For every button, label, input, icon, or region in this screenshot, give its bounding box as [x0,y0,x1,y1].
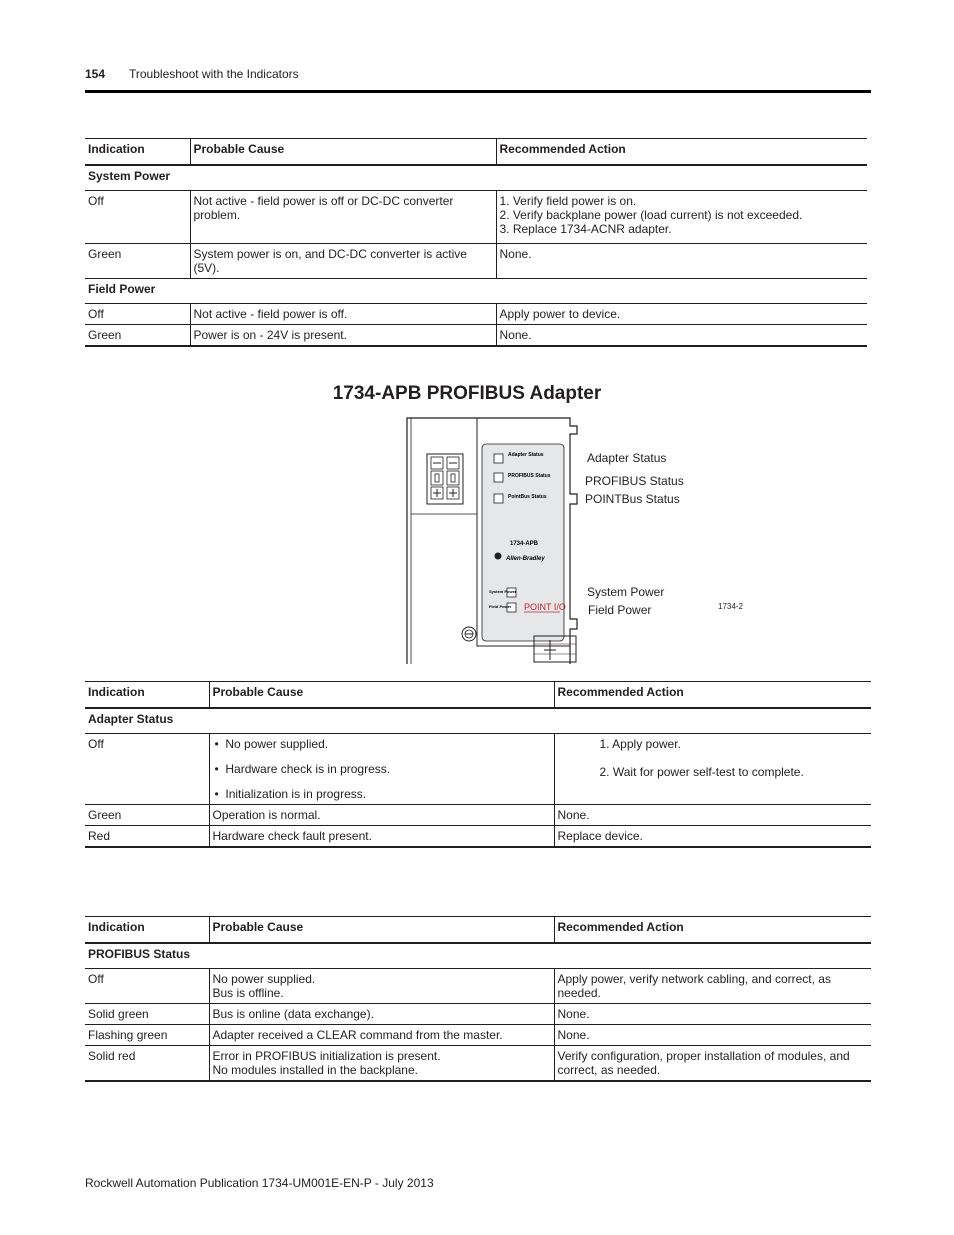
indication-cell: Solid red [85,1046,209,1082]
table-row [85,734,871,805]
callout-field-power: Field Power [588,603,652,617]
column-header: Recommended Action [554,682,871,709]
cause-cell: Adapter received a CLEAR command from the master. [209,1025,554,1046]
callout-profibus-status: PROFIBUS Status [585,474,684,488]
action-step: 2. Wait for power self-test to complete. [599,765,804,779]
cause-text: Hardware check is in progress. [225,762,391,776]
adapter-status-table [85,681,871,848]
action-cell: None. [496,325,867,347]
table-row [85,969,871,1004]
action-cell: Apply power to device. [496,304,867,325]
cause-cell: Not active - field power is off or DC-DC converter problem. [190,191,496,244]
cause-cell: Power is on - 24V is present. [190,325,496,347]
led-label-field-power: Field Power [489,604,512,609]
indication-cell: Green [85,325,190,347]
indication-cell: Green [85,805,209,826]
column-header: Recommended Action [554,917,871,944]
led-label-pointbus-status: PointBus Status [508,494,547,500]
section-title-adapter-status: Adapter Status [85,708,871,734]
cause-line: No power supplied. [212,972,316,986]
section-title-field-power: Field Power [85,279,867,304]
action-line: 1. Verify field power is on. [499,194,637,208]
led-label-system-power: System Power [489,589,517,594]
cause-bullet: • No power supplied. [214,737,329,751]
action-cell: Verify configuration, proper installation of modules, and correct, as needed. [554,1046,871,1082]
brand-label: Allen-Bradley [506,556,545,562]
action-cell: None. [554,1025,871,1046]
adapter-module-illustration [400,414,585,664]
page-footer: Rockwell Automation Publication 1734-UM001E-EN-P - July 2013 [85,1176,434,1190]
action-cell: None. [496,244,867,279]
indication-cell: Off [85,734,209,805]
model-label: 1734-APB [510,541,539,547]
callout-system-power: System Power [587,585,665,599]
led-label-adapter-status: Adapter Status [508,452,544,458]
cause-cell: System power is on, and DC-DC converter is active (5V). [190,244,496,279]
profibus-status-table [85,916,871,1082]
power-indicator-table [85,138,867,347]
figure-id: 1734-2 [718,602,743,611]
led-label-profibus-status: PROFIBUS Status [508,473,551,479]
cause-bullet: • Hardware check is in progress. [214,762,391,776]
indication-cell: Off [85,191,190,244]
indication-cell: Off [85,969,209,1004]
action-cell: None. [554,805,871,826]
table-row [85,244,867,279]
indication-cell: Solid green [85,1004,209,1025]
indication-cell: Flashing green [85,1025,209,1046]
cause-cell: Operation is normal. [209,805,554,826]
action-cell: Apply power, verify network cabling, and correct, as needed. [554,969,871,1004]
section-row [85,165,867,191]
table-row [85,191,867,244]
cause-cell: Not active - field power is off. [190,304,496,325]
callout-adapter-status: Adapter Status [587,451,667,465]
section-title-system-power: System Power [85,165,867,191]
cause-cell [209,1046,554,1082]
table-row [85,325,867,347]
cause-cell [209,969,554,1004]
cause-line: Error in PROFIBUS initialization is present. [212,1049,441,1063]
table-row [85,805,871,826]
table-header-row [85,682,871,709]
column-header: Indication [85,917,209,944]
point-io-logo: POINT I/O [524,602,566,612]
column-header: Recommended Action [496,139,867,166]
table-header-row [85,917,871,944]
figure-title: 1734-APB PROFIBUS Adapter [332,383,602,404]
table-row [85,1046,871,1082]
page-header [85,66,871,93]
cause-bullet: • Initialization is in progress. [214,787,367,801]
table-row [85,826,871,848]
action-cell: None. [554,1004,871,1025]
cause-cell: Hardware check fault present. [209,826,554,848]
action-line: 3. Replace 1734-ACNR adapter. [499,222,672,236]
action-cell: Replace device. [554,826,871,848]
cause-text: Initialization is in progress. [225,787,367,801]
indication-cell: Off [85,304,190,325]
section-row [85,708,871,734]
cause-cell: Bus is online (data exchange). [209,1004,554,1025]
section-row [85,943,871,969]
section-title-profibus-status: PROFIBUS Status [85,943,871,969]
page-number: 154 [85,67,106,81]
action-line: 2. Verify backplane power (load current) is not exceeded. [499,208,803,222]
cause-line: No modules installed in the backplane. [212,1063,418,1077]
section-title: Troubleshoot with the Indicators [129,67,299,81]
column-header: Indication [85,682,209,709]
table-row [85,304,867,325]
indication-cell: Green [85,244,190,279]
table-header-row [85,139,867,166]
indication-cell: Red [85,826,209,848]
column-header: Indication [85,139,190,166]
action-cell [554,734,871,805]
column-header: Probable Cause [209,917,554,944]
callout-pointbus-status: POINTBus Status [585,492,680,506]
action-cell [496,191,867,244]
cause-line: Bus is offline. [212,986,284,1000]
cause-cell [209,734,554,805]
allen-bradley-logo [495,553,502,560]
table-row [85,1004,871,1025]
column-header: Probable Cause [209,682,554,709]
cause-text: No power supplied. [225,737,329,751]
table-row [85,1025,871,1046]
action-step: 1. Apply power. [599,737,681,751]
column-header: Probable Cause [190,139,496,166]
section-row [85,279,867,304]
